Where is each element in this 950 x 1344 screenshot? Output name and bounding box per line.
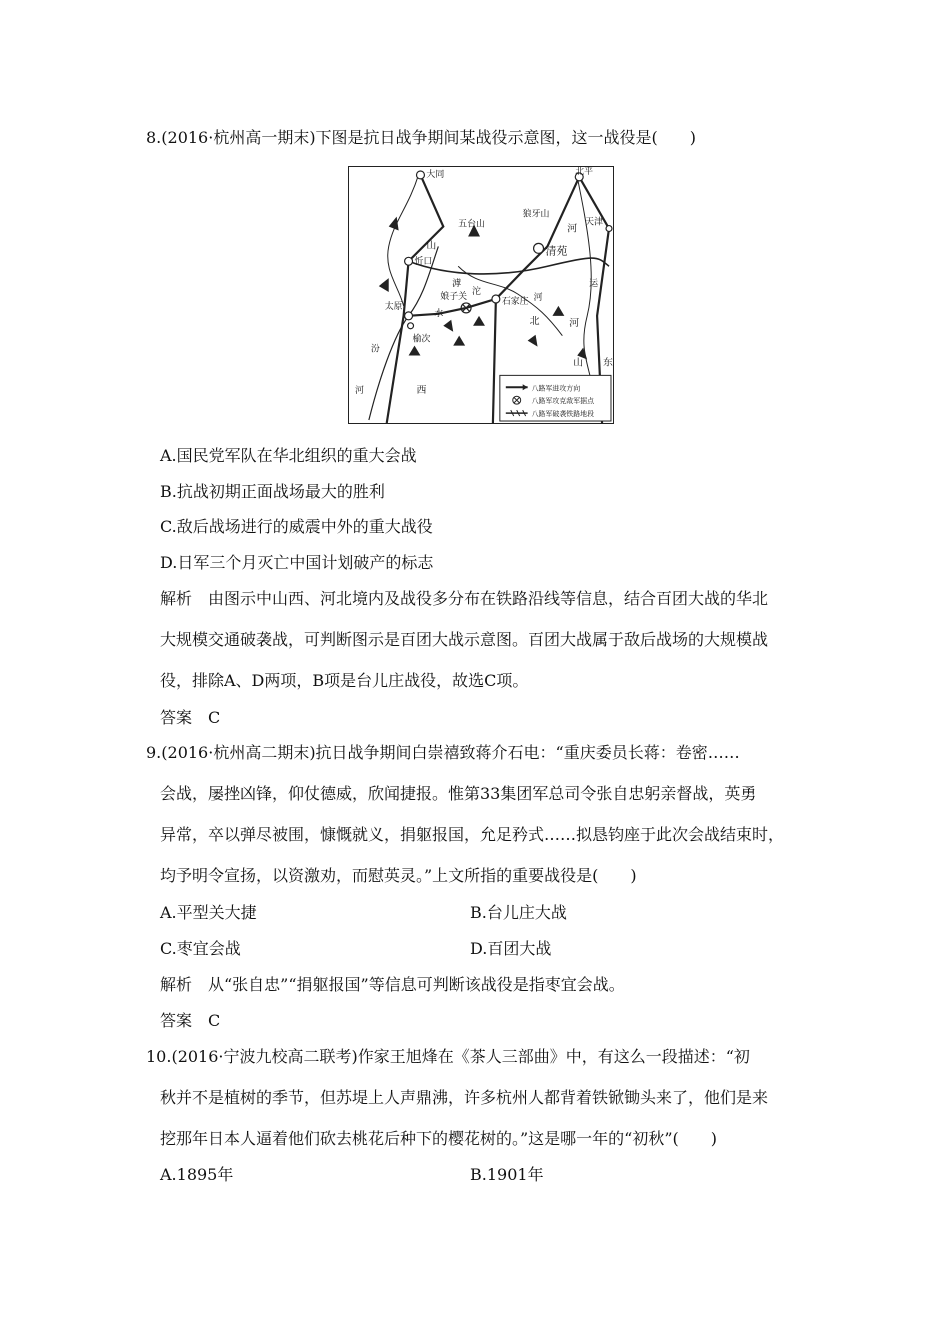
region-hutuo: 滹 (452, 279, 462, 290)
battle-map-svg (349, 167, 613, 423)
q9-analysis: 解析 从“张自忠”“捐躯报国”等信息可判断该战役是指枣宜会战。 (160, 975, 625, 994)
q8-stem: 8.(2016·杭州高一期末)下图是抗日战争期间某战役示意图，这一战役是( ) (146, 128, 697, 147)
region-shan2: 山 (573, 357, 584, 369)
label-xinkou: 忻口 (414, 257, 433, 268)
q9-option-a: A.平型关大捷 (160, 903, 257, 922)
q8-option-c: C.敌后战场进行的威震中外的重大战役 (160, 517, 433, 536)
label-qingyuan: 清苑 (545, 244, 568, 258)
region-yun: 运 (589, 279, 599, 290)
q8-analysis-line-3: 役，排除A、D两项，B项是台儿庄战役，故选C项。 (160, 671, 529, 690)
region-tuo: 沱 (472, 287, 481, 298)
q8-analysis-line-1: 解析 由图示中山西、河北境内及战役多分布在铁路沿线等信息，结合百团大战的华北 (160, 589, 769, 608)
q8-option-b: B.抗战初期正面战场最大的胜利 (160, 482, 385, 501)
q8-analysis-line-2: 大规模交通破袭战，可判断图示是百团大战示意图。百团大战属于敌后战场的大规模战 (160, 630, 769, 649)
label-datong: 大同 (426, 169, 445, 180)
q8-option-d: D.日军三个月灭亡中国计划破产的标志 (160, 553, 434, 572)
label-tianjin: 天津 (585, 217, 604, 228)
legend-railway: 八路军破袭铁路地段 (531, 410, 595, 419)
railway-branch (409, 258, 609, 274)
fen-river (369, 246, 438, 420)
q9-stem-line-4: 均予明令宣扬，以资激劝，而慰英灵。”上文所指的重要战役是( ) (160, 866, 637, 885)
battle-map (348, 166, 614, 424)
region-shan1: 山 (426, 240, 437, 252)
label-taiyuan: 太原 (384, 301, 403, 312)
q9-stem-line-2: 会战，屡挫凶锋，仰仗德威，欣闻捷报。惟第33集团军总司令张自忠躬亲督战，英勇 (160, 784, 757, 803)
q9-option-c: C.枣宜会战 (160, 939, 241, 958)
q8-answer: 答案 C (160, 708, 221, 727)
region-dong: 东 (603, 357, 613, 369)
q8-option-a: A.国民党军队在华北组织的重大会战 (160, 446, 417, 465)
railway-tongpu (384, 175, 444, 423)
region-he1: 河 (567, 223, 578, 235)
region-bei1: 北 (529, 315, 540, 327)
label-shijiazhuang: 石家庄 (501, 296, 529, 307)
region-xi1: 西 (416, 385, 427, 397)
region-he2: 河 (354, 386, 364, 397)
q9-stem-line-3: 异常，卒以弹尽被围，慷慨就义，捐躯报国，允足矜式……拟恳钧座于此次会战结束时， (160, 825, 785, 844)
region-shui: 水 (434, 308, 444, 319)
attack-arrows (379, 217, 587, 360)
label-wutaishan: 五台山 (458, 219, 485, 230)
province-boundary (388, 175, 419, 306)
legend-stronghold: 八路军攻克敌军据点 (531, 397, 595, 406)
q10-option-b: B.1901年 (470, 1165, 544, 1184)
legend-attack: 八路军进攻方向 (531, 384, 581, 393)
label-langyashan: 狼牙山 (522, 209, 550, 220)
q10-option-a: A.1895年 (160, 1165, 234, 1184)
q10-stem-line-2: 秋并不是植树的季节，但苏堤上人声鼎沸，许多杭州人都背着铁锨锄头来了，他们是来 (160, 1088, 769, 1107)
q10-stem-line-3: 挖那年日本人逼着他们砍去桃花后种下的樱花树的。”这是哪一年的“初秋”( ) (160, 1129, 718, 1148)
q9-stem-line-1: 9.(2016·杭州高二期末)抗日战争期间白崇禧致蒋介石电：“重庆委员长蒋：卷密…… (146, 743, 740, 762)
q9-option-d: D.百团大战 (470, 939, 552, 958)
q9-answer: 答案 C (160, 1011, 221, 1030)
q10-stem-line-1: 10.(2016·宁波九校高二联考)作家王旭烽在《茶人三部曲》中，有这么一段描述：“初 (146, 1047, 750, 1066)
region-fen: 汾 (370, 344, 380, 355)
label-yuci: 榆次 (412, 334, 431, 345)
region-he4: 河 (533, 292, 543, 303)
label-beiping: 北平 (575, 167, 594, 177)
q9-option-b: B.台儿庄大战 (470, 903, 567, 922)
region-he3: 河 (569, 317, 580, 329)
label-niangziguan: 娘子关 (440, 291, 468, 302)
map-legend (500, 375, 611, 421)
